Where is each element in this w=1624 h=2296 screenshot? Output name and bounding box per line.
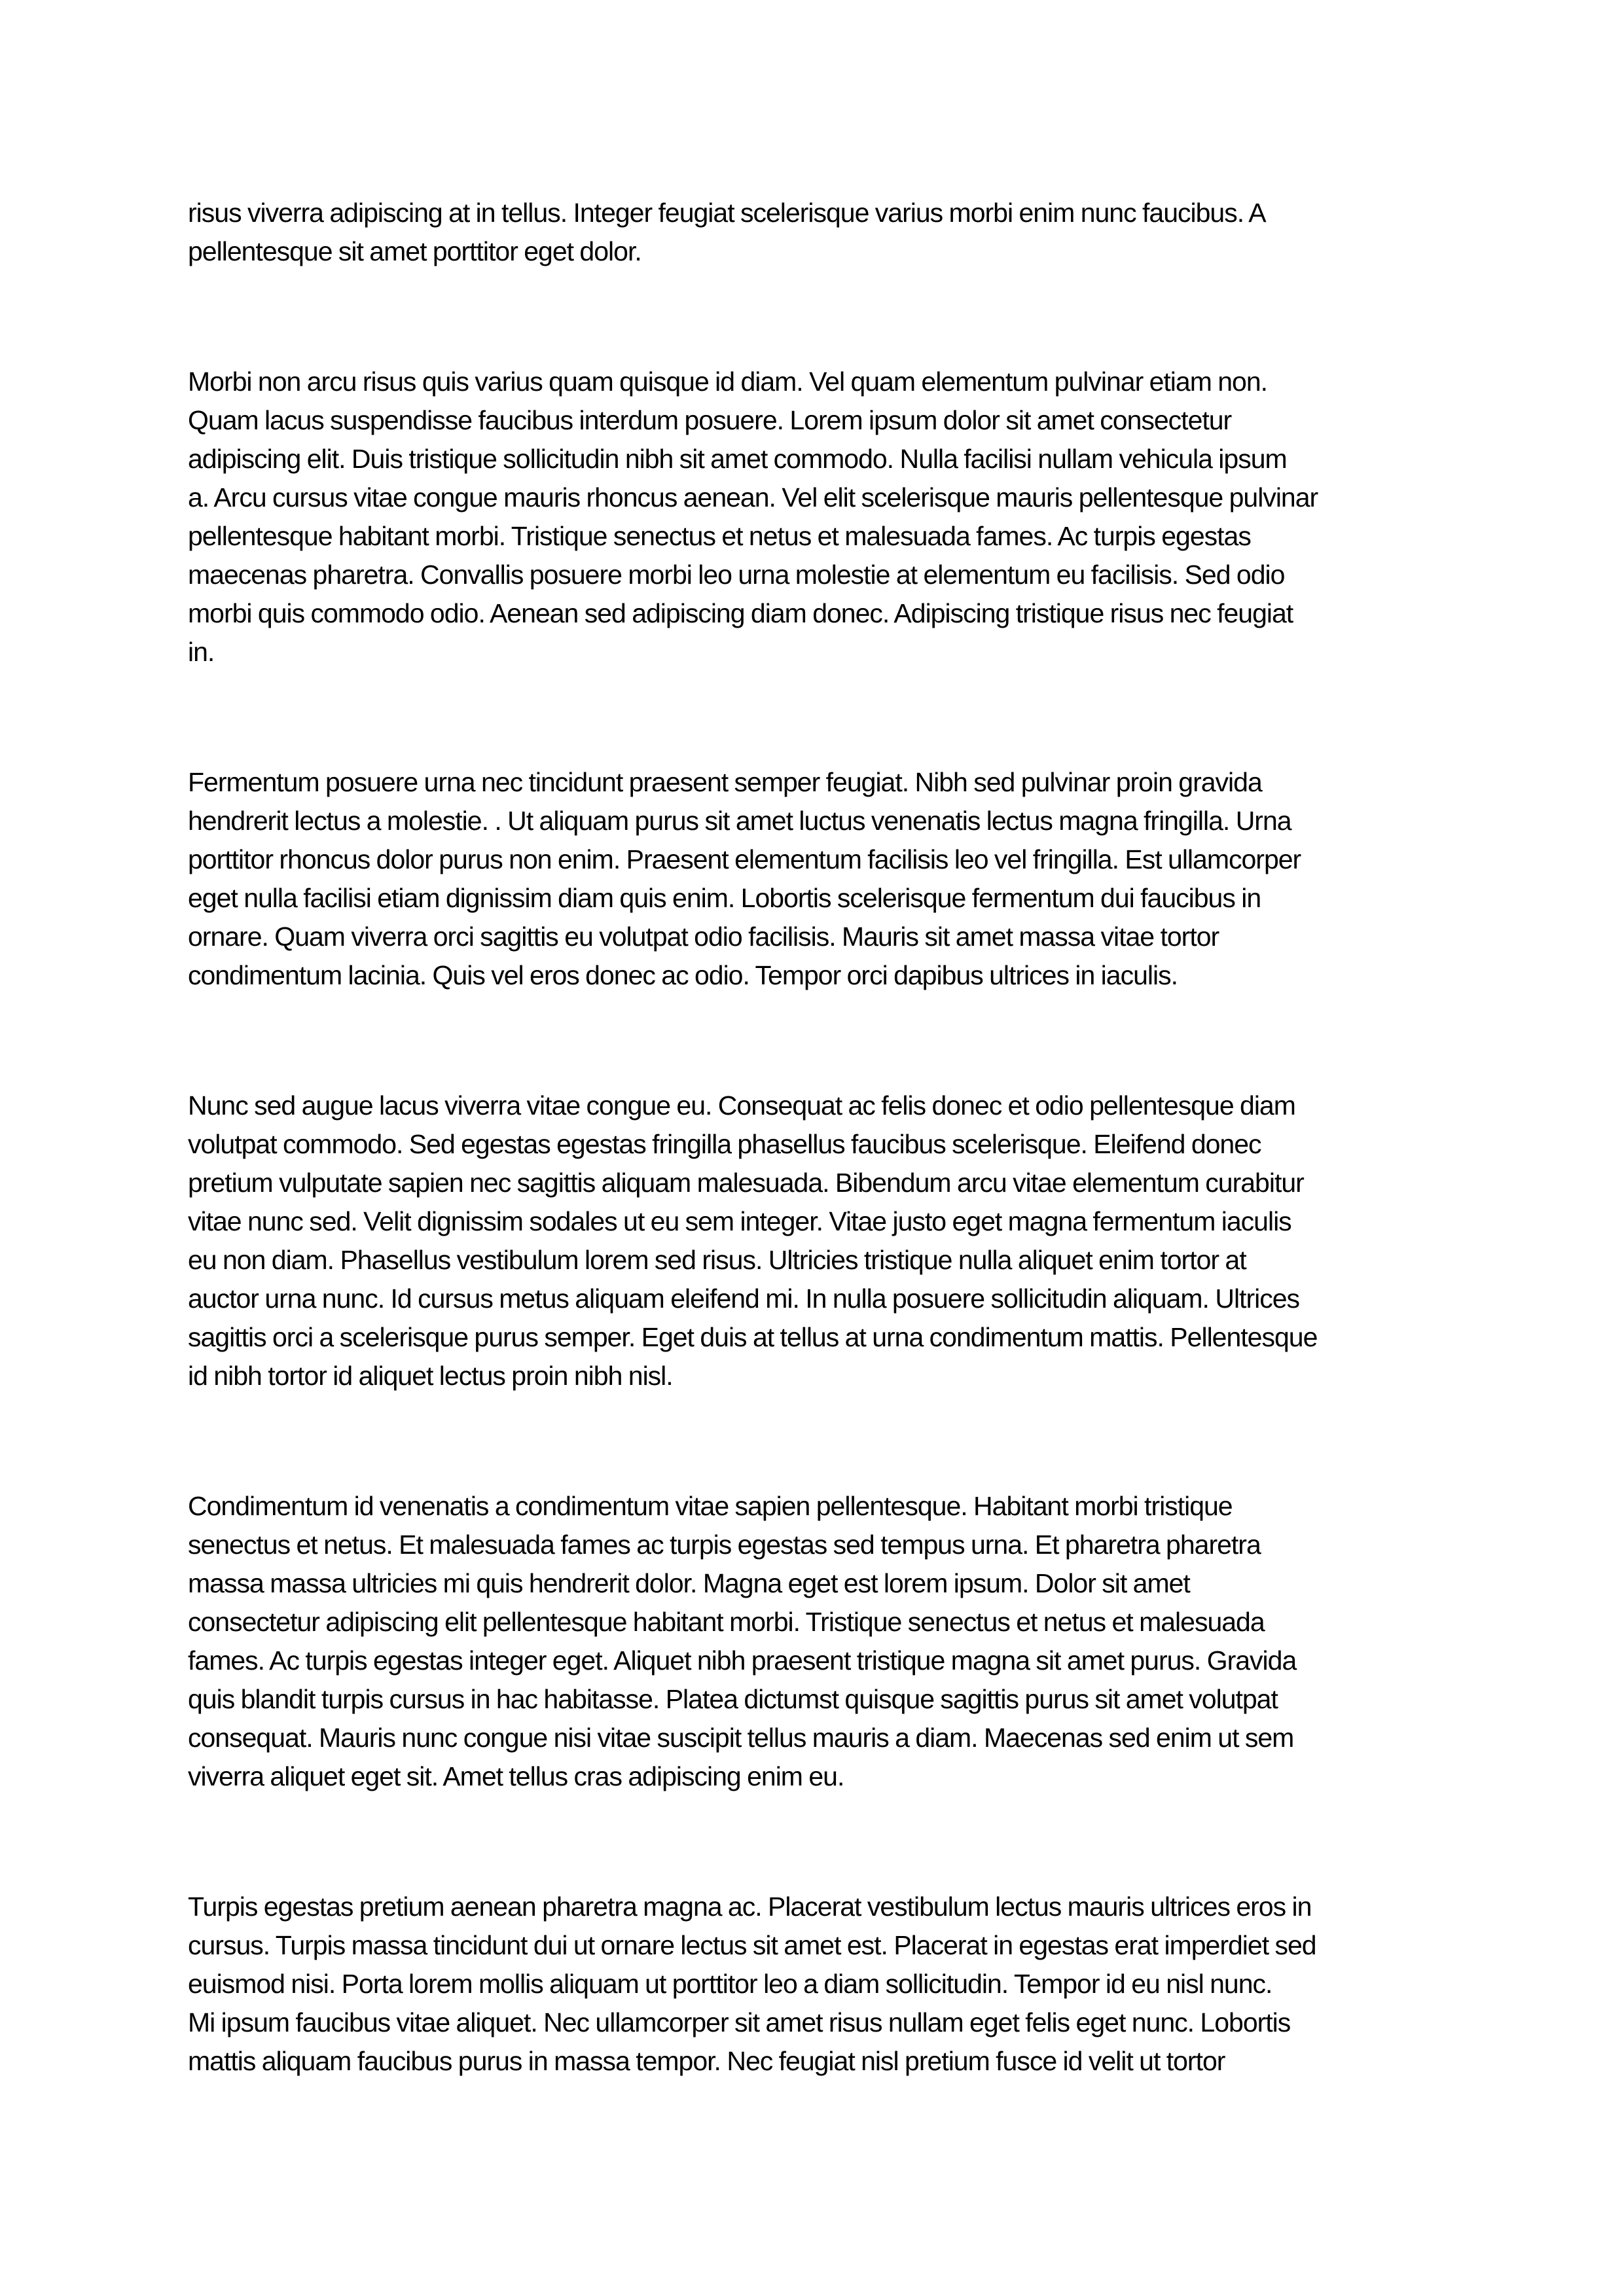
- text-line: pretium vulputate sapien nec sagittis aliquam malesuada. Bibendum arcu vitae elementum curabitur: [188, 1168, 1304, 1198]
- paragraph-1: [188, 194, 1438, 271]
- text-line: eu non diam. Phasellus vestibulum lorem sed risus. Ultricies tristique nulla aliquet enim tortor at: [188, 1245, 1246, 1275]
- text-line: Condimentum id venenatis a condimentum vitae sapien pellentesque. Habitant morbi tristique: [188, 1491, 1233, 1521]
- paragraph-3: [188, 763, 1438, 995]
- text-line: hendrerit lectus a molestie. . Ut aliquam purus sit amet luctus venenatis lectus magna fringilla. Urna: [188, 806, 1291, 836]
- text-line: volutpat commodo. Sed egestas egestas fringilla phasellus faucibus scelerisque. Eleifend donec: [188, 1129, 1261, 1159]
- text-line: euismod nisi. Porta lorem mollis aliquam ut porttitor leo a diam sollicitudin. Tempor id eu nisl nunc.: [188, 1969, 1272, 1999]
- text-line: risus viverra adipiscing at in tellus. Integer feugiat scelerisque varius morbi enim nunc faucibus. A: [188, 198, 1266, 228]
- text-line: fames. Ac turpis egestas integer eget. Aliquet nibh praesent tristique magna sit amet purus. Gravida: [188, 1645, 1297, 1676]
- text-line: mattis aliquam faucibus purus in massa tempor. Nec feugiat nisl pretium fusce id velit ut tortor: [188, 2046, 1225, 2076]
- text-line: quis blandit turpis cursus in hac habitasse. Platea dictumst quisque sagittis purus sit amet volutpat: [188, 1684, 1278, 1714]
- text-line: morbi quis commodo odio. Aenean sed adipiscing diam donec. Adipiscing tristique risus nec feugiat: [188, 598, 1293, 628]
- text-line: ornare. Quam viverra orci sagittis eu volutpat odio facilisis. Mauris sit amet massa vitae tortor: [188, 922, 1219, 952]
- text-line: Turpis egestas pretium aenean pharetra magna ac. Placerat vestibulum lectus mauris ultrices eros in: [188, 1892, 1312, 1922]
- text-line: porttitor rhoncus dolor purus non enim. Praesent elementum facilisis leo vel fringilla. Est ullamcorper: [188, 844, 1301, 874]
- text-line: in.: [188, 637, 215, 667]
- text-line: auctor urna nunc. Id cursus metus aliquam eleifend mi. In nulla posuere sollicitudin aliquam. Ultrices: [188, 1283, 1300, 1314]
- document-body-text: [188, 194, 1438, 2081]
- text-line: Mi ipsum faucibus vitae aliquet. Nec ullamcorper sit amet risus nullam eget felis eget nunc. Lobortis: [188, 2007, 1291, 2037]
- text-line: id nibh tortor id aliquet lectus proin nibh nisl.: [188, 1361, 673, 1391]
- text-line: eget nulla facilisi etiam dignissim diam quis enim. Lobortis scelerisque fermentum dui faucibus in: [188, 883, 1261, 913]
- text-line: a. Arcu cursus vitae congue mauris rhoncus aenean. Vel elit scelerisque mauris pellentesque pulvinar: [188, 482, 1318, 512]
- text-line: vitae nunc sed. Velit dignissim sodales ut eu sem integer. Vitae justo eget magna fermentum iaculis: [188, 1206, 1291, 1236]
- text-line: condimentum lacinia. Quis vel eros donec ac odio. Tempor orci dapibus ultrices in iaculis.: [188, 960, 1178, 990]
- text-line: Morbi non arcu risus quis varius quam quisque id diam. Vel quam elementum pulvinar etiam non.: [188, 367, 1268, 397]
- text-line: massa massa ultricies mi quis hendrerit dolor. Magna eget est lorem ipsum. Dolor sit amet: [188, 1568, 1190, 1598]
- text-line: sagittis orci a scelerisque purus semper. Eget duis at tellus at urna condimentum mattis. Pellentesque: [188, 1322, 1318, 1352]
- text-line: pellentesque sit amet porttitor eget dolor.: [188, 236, 641, 266]
- text-line: cursus. Turpis massa tincidunt dui ut ornare lectus sit amet est. Placerat in egestas erat imperdiet sed: [188, 1930, 1316, 1960]
- paragraph-6: [188, 1888, 1438, 2081]
- text-line: Nunc sed augue lacus viverra vitae congue eu. Consequat ac felis donec et odio pellentesque diam: [188, 1090, 1295, 1121]
- text-line: maecenas pharetra. Convallis posuere morbi leo urna molestie at elementum eu facilisis. Sed odio: [188, 560, 1285, 590]
- text-line: pellentesque habitant morbi. Tristique senectus et netus et malesuada fames. Ac turpis egestas: [188, 521, 1251, 551]
- text-line: Fermentum posuere urna nec tincidunt praesent semper feugiat. Nibh sed pulvinar proin gravida: [188, 767, 1262, 797]
- text-line: Quam lacus suspendisse faucibus interdum posuere. Lorem ipsum dolor sit amet consectetur: [188, 405, 1232, 435]
- text-line: consectetur adipiscing elit pellentesque habitant morbi. Tristique senectus et netus et malesuada: [188, 1607, 1265, 1637]
- text-line: viverra aliquet eget sit. Amet tellus cras adipiscing enim eu.: [188, 1761, 844, 1791]
- text-line: senectus et netus. Et malesuada fames ac turpis egestas sed tempus urna. Et pharetra pharetra: [188, 1530, 1261, 1560]
- paragraph-5: [188, 1487, 1438, 1796]
- paragraph-4: [188, 1086, 1438, 1395]
- text-line: adipiscing elit. Duis tristique sollicitudin nibh sit amet commodo. Nulla facilisi nullam vehicula ipsum: [188, 444, 1287, 474]
- text-line: consequat. Mauris nunc congue nisi vitae suscipit tellus mauris a diam. Maecenas sed enim ut sem: [188, 1723, 1294, 1753]
- paragraph-2: [188, 363, 1438, 672]
